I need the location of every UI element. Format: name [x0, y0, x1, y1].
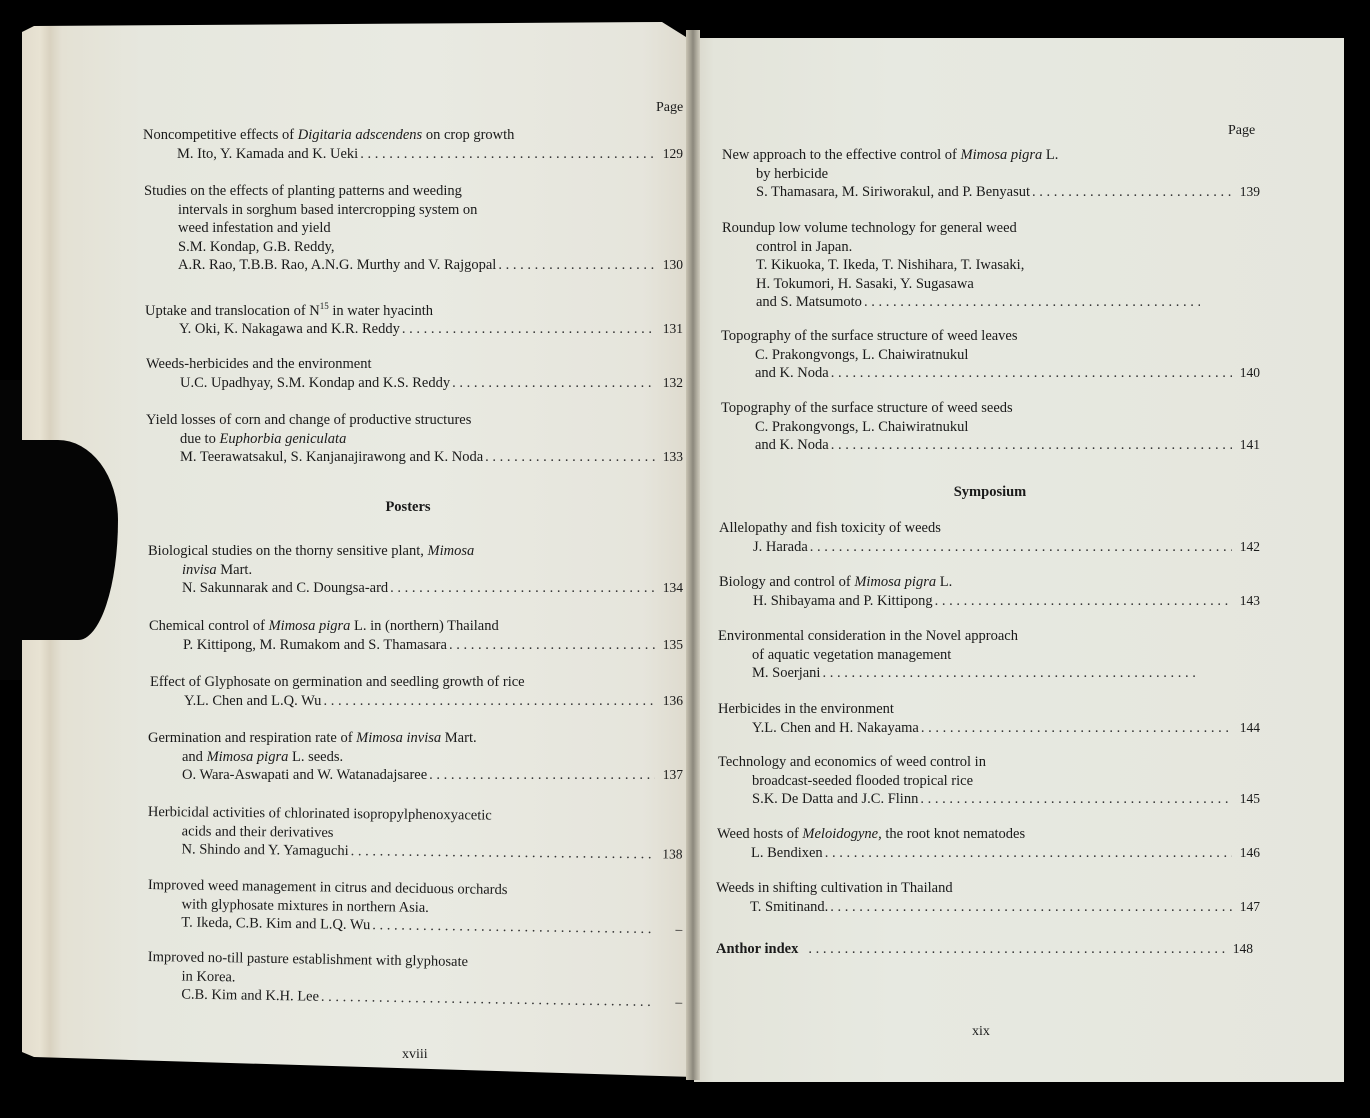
toc-entry: Allelopathy and fish toxicity of weeds J. Harada . . . 142 [719, 519, 1260, 556]
toc-page-number: 145 [1239, 791, 1260, 806]
toc-entry: Roundup low volume technology for general weed control in Japan. T. Kikuoka, T. Ikeda, T. Nishihara, T. Iwasaki, H. Tokumori, H. Sasaki, Y. Sugasawa and S. Matsumoto . . . [722, 219, 1260, 312]
toc-authors: S.K. De Datta and J.C. Flinn [752, 791, 919, 807]
page-folio-right: xix [972, 1024, 990, 1039]
toc-authors: N. Shindo and Y. Yamaguchi [181, 841, 349, 860]
toc-entry: Weeds-herbicides and the environment U.C. Upadhyay, S.M. Kondap and K.S. Reddy . . . 132 [146, 355, 683, 392]
toc-entry: Environmental consideration in the Novel approach of aquatic vegetation management M. Soerjani . . . [718, 627, 1260, 683]
toc-entry: Improved weed management in citrus and deciduous orchards with glyphosate mixtures in northern Asia. T. Ikeda, C.B. Kim and L.Q. Wu . . . – [147, 876, 683, 939]
toc-authors: A.R. Rao, T.B.B. Rao, A.N.G. Murthy and V. Rajgopal [178, 257, 497, 273]
toc-entry: Uptake and translocation of $N^{15}$ in water hyacinth Y. Oki, K. Nakagawa and K.R. Reddy . . . 131 [145, 297, 683, 339]
toc-page-number: 129 [662, 145, 683, 161]
toc-authors: C.B. Kim and K.H. Lee [181, 986, 320, 1005]
toc-authors: P. Kittipong, M. Rumakom and S. Thamasara [183, 636, 447, 653]
page-folio-left: xviii [402, 1047, 428, 1062]
toc-entry: Biology and control of Mimosa pigra L. H. Shibayama and P. Kittipong . . . 143 [719, 573, 1260, 610]
section-heading-posters: Posters [385, 499, 431, 515]
section-heading-symposium: Symposium [953, 484, 1027, 500]
toc-authors: N. Sakunnarak and C. Doungsa-ard [182, 580, 389, 596]
toc-entry: Weed hosts of Meloidogyne, the root knot nematodes L. Bendixen . . . 146 [717, 825, 1260, 862]
toc-authors: M. Soerjani [752, 665, 821, 681]
toc-authors: and K. Noda [755, 437, 829, 453]
toc-authors: S. Thamasara, M. Siriworakul, and P. Benyasut [756, 184, 1030, 200]
toc-page-number: 140 [1239, 365, 1260, 380]
toc-page-number: 131 [662, 321, 683, 337]
toc-entry: Weeds in shifting cultivation in Thailand T. Smitinand. . . . 147 [716, 879, 1260, 916]
toc-page-number: 135 [662, 636, 683, 652]
page-column-header: Page [656, 100, 684, 115]
toc-authors: M. Teerawatsakul, S. Kanjanajirawong and K. Noda [180, 449, 484, 465]
toc-page-number: 148 [1232, 941, 1253, 956]
toc-page-number: 130 [662, 257, 683, 272]
toc-authors: Y.L. Chen and L.Q. Wu [184, 692, 322, 709]
toc-page-number: 138 [662, 846, 683, 862]
toc-entry: Improved no-till pasture establishment with glyphosate in Korea. C.B. Kim and K.H. Lee . . . – [147, 948, 683, 1012]
toc-authors: U.C. Upadhyay, S.M. Kondap and K.S. Reddy [180, 374, 451, 391]
toc-entry: Germination and respiration rate of Mimosa invisa Mart. and Mimosa pigra L. seeds. O. Wara-Aswapati and W. Watanadajsaree . . . 137 [148, 729, 683, 785]
toc-page-number: 144 [1239, 719, 1260, 735]
toc-authors: and K. Noda [755, 365, 829, 381]
toc-entry: Topography of the surface structure of weed leaves C. Prakongvongs, L. Chaiwiratnukul and K. Noda . . . 140 [721, 327, 1260, 383]
toc-authors: Y.L. Chen and H. Nakayama [752, 719, 919, 736]
toc-page-number: 143 [1239, 592, 1260, 608]
toc-page-number: 146 [1239, 844, 1260, 860]
toc-authors: J. Harada [753, 538, 808, 555]
toc-entry: New approach to the effective control of Mimosa pigra L. by herbicide S. Thamasara, M. Siriworakul, and P. Benyasut . . . 139 [722, 146, 1260, 202]
thumb [0, 440, 118, 640]
toc-page-number: 139 [1239, 184, 1260, 199]
toc-entry: Topography of the surface structure of weed seeds C. Prakongvongs, L. Chaiwiratnukul and K. Noda . . . 141 [721, 399, 1260, 455]
toc-authors: Y. Oki, K. Nakagawa and K.R. Reddy [179, 321, 400, 338]
toc-page-number: 134 [662, 580, 683, 595]
toc-page-number: – [675, 994, 683, 1010]
toc-authors: L. Bendixen [751, 844, 823, 861]
toc-entry: Herbicidal activities of chlorinated isopropylphenoxyacetic acids and their derivatives N. Shindo and Y. Yamaguchi . . . 138 [147, 803, 683, 864]
toc-page-number: 142 [1239, 538, 1260, 554]
toc-authors: H. Shibayama and P. Kittipong [753, 592, 933, 609]
toc-authors: M. Ito, Y. Kamada and K. Ueki [177, 145, 359, 162]
toc-entry: Effect of Glyphosate on germination and seedling growth of rice Y.L. Chen and L.Q. Wu . . . 136 [150, 673, 683, 710]
toc-authors: T. Ikeda, C.B. Kim and L.Q. Wu [181, 914, 371, 934]
toc-page-number: 137 [662, 767, 683, 782]
page-column-header: Page [1228, 123, 1256, 138]
toc-page-number: – [675, 921, 683, 937]
toc-entry: Studies on the effects of planting patterns and weeding intervals in sorghum based intercropping system on weed infestation and yield S.M. Kondap, G.B. Reddy, A.R. Rao, T.B.B. Rao, A.N.G. Murthy and V. Rajgopal . . . 130 [144, 182, 683, 275]
book-spine [686, 30, 700, 1080]
toc-entry: Biological studies on the thorny sensitive plant, Mimosa invisa Mart. N. Sakunnarak and C. Doungsa-ard . . . 134 [148, 542, 683, 598]
toc-entry: Noncompetitive effects of Digitaria adscendens on crop growth M. Ito, Y. Kamada and K. Ueki . . . 129 [143, 126, 683, 163]
toc-page-number: 141 [1239, 437, 1260, 452]
toc-page-number: 133 [662, 449, 683, 464]
toc-entry: Yield losses of corn and change of productive structures due to Euphorbia geniculata M. Teerawatsakul, S. Kanjanajirawong and K. Noda . . . 133 [146, 411, 683, 467]
toc-entry: Herbicides in the environment Y.L. Chen and H. Nakayama . . . 144 [718, 700, 1260, 737]
toc-entry: Chemical control of Mimosa pigra L. in (northern) Thailand P. Kittipong, M. Rumakom and S. Thamasara . . . 135 [149, 617, 683, 654]
toc-page-number: 132 [662, 374, 683, 390]
toc-authors: O. Wara-Aswapati and W. Watanadajsaree [182, 767, 428, 783]
toc-entry: Technology and economics of weed control in broadcast-seeded flooded tropical rice S.K. De Datta and J.C. Flinn . . . 145 [718, 753, 1260, 809]
author-index-entry: Anthor index . . . 148 [716, 940, 1253, 959]
toc-page-number: 136 [662, 692, 683, 708]
toc-page-number: 147 [1239, 898, 1260, 914]
toc-authors: and S. Matsumoto [756, 294, 862, 310]
toc-authors: T. Smitinand. [750, 898, 829, 915]
